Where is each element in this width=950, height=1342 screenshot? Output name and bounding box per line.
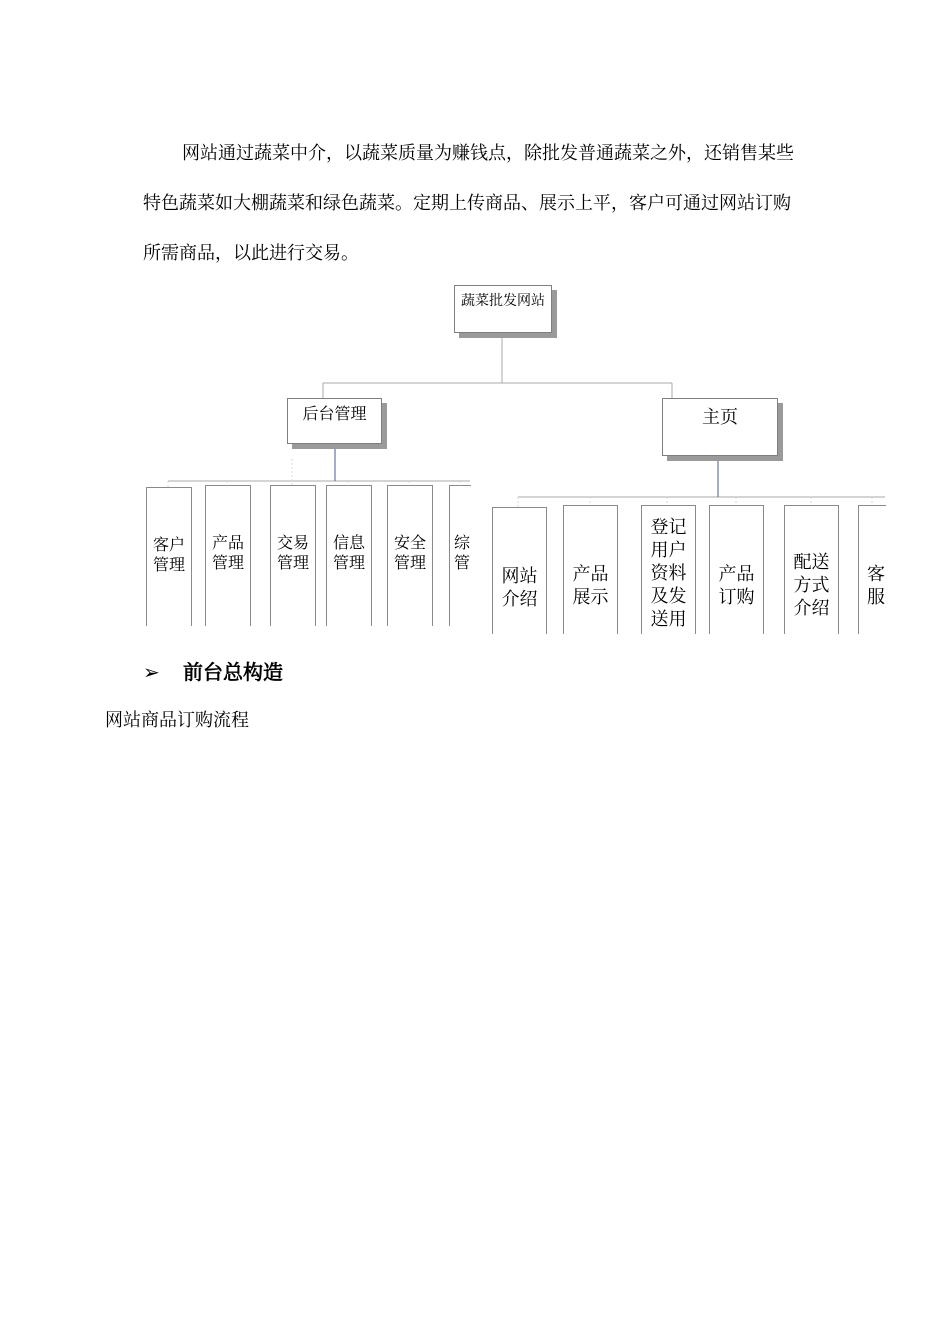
backend-child-customer [146,487,192,626]
backend-node-label: 后台管理 [302,404,367,423]
backend-child-label: 信息 管理 [332,533,365,572]
backend-child-security [387,485,433,626]
subheading: 网站商品订购流程 [105,710,249,731]
frontend-child-label: 产品 展示 [572,564,609,608]
backend-child-label: 综 管 [454,533,471,572]
frontend-child-about [492,507,547,634]
frontend-child-register [641,505,696,634]
frontend-child-order [709,505,764,634]
frontend-child-delivery [784,505,839,634]
backend-child-general [449,485,471,626]
frontend-child-label: 客 服 [867,564,885,608]
frontend-child-service [858,505,886,634]
arrow-bullet-icon: ➢ [143,660,160,684]
root-node [454,285,552,333]
frontend-child-label: 登记 用户 资料 及发 送用 [650,517,687,630]
frontend-node-label: 主页 [702,407,738,428]
frontend-child-label: 配送 方式 介绍 [793,552,830,619]
backend-child-product [205,485,251,626]
backend-node [287,398,382,444]
intro-line-3: 所需商品，以此进行交易。 [143,243,359,264]
backend-child-label: 交易 管理 [276,533,309,572]
frontend-child-products [563,505,618,634]
backend-child-label: 客户 管理 [152,535,185,574]
intro-line-1: 网站通过蔬菜中介，以蔬菜质量为赚钱点，除批发普通蔬菜之外，还销售某些 [182,143,794,164]
root-node-label: 蔬菜批发网站 [461,293,545,309]
section-heading [143,656,283,685]
backend-child-label: 安全 管理 [393,533,426,572]
frontend-child-label: 产品 订购 [718,564,755,608]
intro-line-2: 特色蔬菜如大棚蔬菜和绿色蔬菜。定期上传商品、展示上平，客户可通过网站订购 [143,193,791,214]
section-heading-text: 前台总构造 [183,660,283,684]
frontend-node [662,398,778,456]
backend-child-label: 产品 管理 [211,533,244,572]
backend-child-transaction [270,485,316,626]
backend-child-information [326,485,372,626]
frontend-child-label: 网站 介绍 [501,566,538,610]
